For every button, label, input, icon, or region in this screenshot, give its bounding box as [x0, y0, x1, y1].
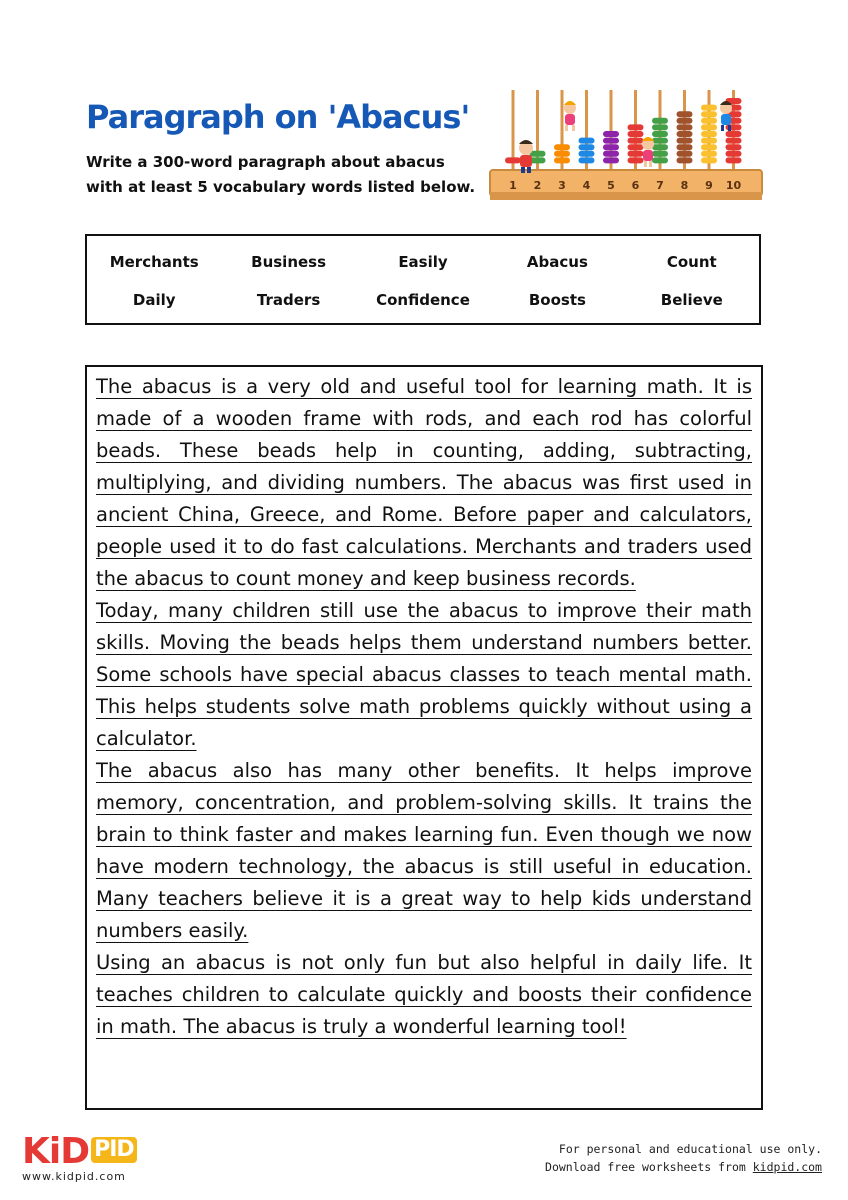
logo-text-main: KiD [22, 1131, 90, 1172]
abacus-bead [701, 138, 717, 144]
abacus-bead [628, 144, 644, 150]
abacus-bead [554, 157, 570, 163]
abacus-bead [677, 111, 693, 117]
vocab-word: Abacus [526, 253, 588, 271]
footer [545, 1140, 822, 1176]
abacus-bead [677, 144, 693, 150]
abacus-bead [701, 144, 717, 150]
abacus-bead [677, 138, 693, 144]
abacus-bead [628, 124, 644, 130]
abacus-bead [579, 144, 595, 150]
abacus-number: 1 [509, 179, 517, 192]
abacus-bead [554, 144, 570, 150]
abacus-bead [677, 157, 693, 163]
abacus-bead [701, 157, 717, 163]
vocab-word: Confidence [376, 291, 470, 309]
vocab-word: Business [251, 253, 327, 271]
paragraph-box [85, 365, 763, 1110]
child-figure-icon [642, 137, 654, 167]
abacus-bead [652, 118, 668, 124]
abacus-bead [628, 131, 644, 137]
paragraph: Today, many children still use the abacus to improve their math skills. Moving the beads helps them understand numbers better. Some schools have special abacus classes to teach mental math. This helps students solve math problems quickly without using a calculator. [96, 599, 752, 750]
abacus-number: 8 [680, 179, 689, 192]
abacus-bead [677, 124, 693, 130]
abacus-bead [652, 138, 668, 144]
abacus-bead [603, 131, 619, 137]
logo-badge: PID [91, 1137, 137, 1163]
abacus-bead [652, 157, 668, 163]
abacus-number: 4 [582, 179, 591, 192]
abacus-bead [652, 151, 668, 157]
paragraph: The abacus also has many other benefits. It helps improve memory, concentration, and problem-solving skills. It trains the brain to think faster and makes learning fun. Even though we now have modern technology, the abacus is still useful in education. Many teachers believe it is a great way to help kids understand numbers easily. [96, 759, 752, 942]
abacus-number: 5 [607, 179, 615, 192]
abacus-bead [554, 151, 570, 157]
paragraph: Using an abacus is not only fun but also helpful in daily life. It teaches children to calculate quickly and boosts their confidence in math. The abacus is truly a wonderful learning tool! [96, 951, 752, 1038]
abacus-bead [603, 138, 619, 144]
abacus-bead [505, 157, 521, 163]
abacus-number: 2 [533, 179, 542, 192]
footer-usage-note: For personal and educational use only. [558, 1142, 822, 1156]
abacus-bead [628, 157, 644, 163]
abacus-bead [652, 124, 668, 130]
abacus-number: 6 [631, 179, 640, 192]
vocab-word: Daily [132, 291, 176, 309]
abacus-number: 7 [656, 179, 664, 192]
abacus-bead [652, 144, 668, 150]
abacus-bead [603, 157, 619, 163]
logo-wordmark [22, 1130, 137, 1174]
abacus-bead [726, 157, 742, 163]
vocab-word: Believe [660, 291, 723, 309]
abacus-bead [726, 144, 742, 150]
kidpid-logo [22, 1130, 137, 1183]
abacus-bead [701, 151, 717, 157]
abacus-bead [579, 157, 595, 163]
abacus-bead [701, 131, 717, 137]
abacus-bead [701, 124, 717, 130]
child-figure-icon [519, 140, 533, 173]
abacus-bead [579, 151, 595, 157]
abacus-illustration [488, 88, 764, 204]
abacus-bead [726, 124, 742, 130]
paragraph: The abacus is a very old and useful tool for learning math. It is made of a wooden frame with rods, and each rod has colorful beads. These beads help in counting, adding, subtracting, multiplying, and dividing numbers. The abacus was first used in ancient China, Greece, and Rome. Before paper and calculators, people used it to do fast calculations. Merchants and traders used the abacus to count money and keep business records. [96, 375, 752, 590]
vocabulary-box [85, 234, 761, 325]
abacus-number: 3 [558, 179, 566, 192]
abacus-bead [726, 151, 742, 157]
abacus-number: 9 [705, 179, 713, 192]
abacus-bead [726, 138, 742, 144]
abacus-bead [701, 111, 717, 117]
vocab-word: Traders [256, 291, 321, 309]
footer-download-note [545, 1158, 822, 1176]
footer-link[interactable]: kidpid.com [752, 1160, 822, 1174]
instructions-text: Write a 300-word paragraph about abacus with at least 5 vocabulary words listed below. [86, 153, 476, 196]
abacus-bead [701, 105, 717, 111]
abacus-bead [677, 151, 693, 157]
abacus-bead [652, 131, 668, 137]
vocab-word: Merchants [109, 253, 199, 271]
abacus-bead [677, 131, 693, 137]
vocab-word: Boosts [528, 291, 586, 309]
abacus-bead [603, 151, 619, 157]
abacus-bead [628, 138, 644, 144]
abacus-bead [628, 151, 644, 157]
abacus-bead [701, 118, 717, 124]
child-figure-icon [564, 101, 576, 131]
abacus-bead [726, 131, 742, 137]
vocab-word: Easily [398, 253, 448, 271]
abacus-number: 10 [725, 179, 742, 192]
abacus-bead [579, 138, 595, 144]
abacus-bead [677, 118, 693, 124]
footer-download-prefix: Download free worksheets from [545, 1160, 753, 1174]
abacus-bead [603, 144, 619, 150]
logo-url: www.kidpid.com [22, 1170, 126, 1183]
vocab-word: Count [666, 253, 717, 271]
page-title: Paragraph on 'Abacus' [86, 98, 470, 136]
